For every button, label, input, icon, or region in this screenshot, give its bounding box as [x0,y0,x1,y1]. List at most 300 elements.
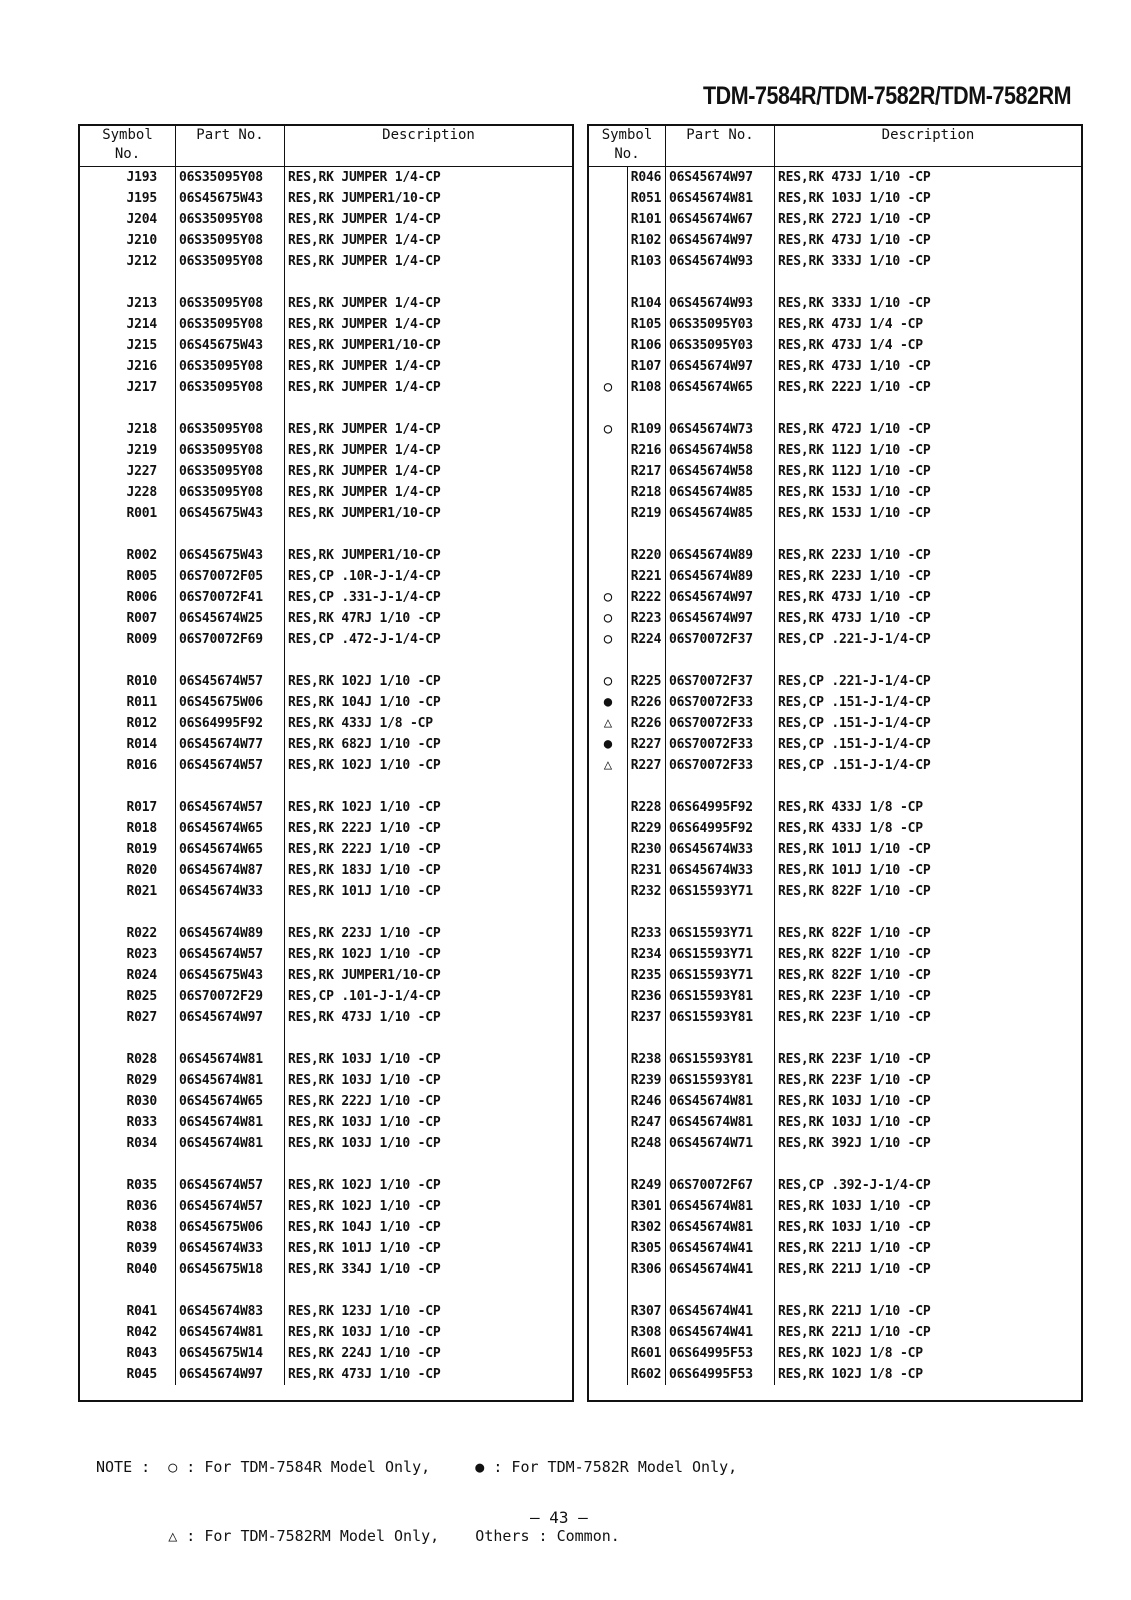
part-no: 06S45674W33 [176,1238,285,1259]
table-row [589,965,1081,986]
description: RES,RK 473J 1/10 -CP [288,1010,441,1025]
table-row [80,167,572,189]
description: RES,RK 102J 1/10 -CP [288,800,441,815]
model-mark [589,314,627,335]
part-no: 06S70072F37 [666,671,775,692]
symbol-no: R043 [80,1343,176,1364]
description: RES,RK 183J 1/10 -CP [288,863,441,878]
symbol-no: R033 [80,1112,176,1133]
part-no: 06S45674W85 [666,482,775,503]
part-no: 06S35095Y08 [176,461,285,482]
table-row [589,1343,1081,1364]
part-no: 06S45674W97 [666,356,775,377]
description: RES,RK JUMPER1/10-CP [288,548,441,563]
description: RES,RK 102J 1/10 -CP [288,947,441,962]
description: RES,CP .10R-J-1/4-CP [288,569,441,584]
part-no: 06S45675W43 [176,188,285,209]
model-mark [589,1091,627,1112]
description: RES,RK 101J 1/10 -CP [288,1241,441,1256]
description: RES,RK 102J 1/10 -CP [288,1178,441,1193]
model-mark [589,944,627,965]
part-no: 06S45674W65 [666,377,775,398]
symbol-no: R104 [627,293,665,314]
symbol-no: R017 [80,797,176,818]
table-row [589,230,1081,251]
part-no: 06S45674W33 [176,881,285,902]
description: RES,RK 102J 1/8 -CP [778,1367,923,1382]
row-group-spacer [80,524,572,545]
description: RES,RK 102J 1/10 -CP [288,1199,441,1214]
part-no: 06S70072F29 [176,986,285,1007]
model-mark: ○ [589,377,627,398]
part-no: 06S45674W77 [176,734,285,755]
table-row [80,419,572,440]
table-row [80,986,572,1007]
column-header-part-no: Part No. [666,126,775,167]
model-mark [589,1175,627,1196]
symbol-no: R227 [627,755,665,776]
part-no: 06S45674W81 [176,1049,285,1070]
table-row [589,629,1081,650]
part-no: 06S45674W97 [176,1007,285,1028]
table-row [589,587,1081,608]
part-no: 06S45674W97 [666,230,775,251]
symbol-no: R024 [80,965,176,986]
description: RES,RK 112J 1/10 -CP [778,464,931,479]
description: RES,RK 153J 1/10 -CP [778,485,931,500]
parts-table-left [78,124,574,1402]
symbol-no: J218 [80,419,176,440]
table-row [80,482,572,503]
symbol-no: R225 [627,671,665,692]
model-mark: △ [589,755,627,776]
symbol-no: R002 [80,545,176,566]
model-mark [589,1217,627,1238]
symbol-no: R030 [80,1091,176,1112]
symbol-no: R021 [80,881,176,902]
description: RES,RK 433J 1/8 -CP [778,800,923,815]
table-row [80,461,572,482]
table-row [80,1301,572,1322]
part-no: 06S70072F33 [666,734,775,755]
table-row [80,797,572,818]
part-no: 06S45675W43 [176,503,285,524]
table-row [80,1343,572,1364]
symbol-no: R010 [80,671,176,692]
symbol-no: R011 [80,692,176,713]
symbol-no: R041 [80,1301,176,1322]
symbol-no: R305 [627,1238,665,1259]
row-group-spacer [80,272,572,293]
model-mark [589,230,627,251]
row-group-spacer [589,1028,1081,1049]
model-mark [589,167,627,189]
model-mark [589,1070,627,1091]
part-no: 06S45674W81 [666,1217,775,1238]
table-row [80,503,572,524]
symbol-no: R102 [627,230,665,251]
table-row [80,545,572,566]
part-no: 06S45674W33 [666,839,775,860]
symbol-no: R234 [627,944,665,965]
description: RES,RK JUMPER 1/4-CP [288,317,441,332]
part-no: 06S64995F92 [666,797,775,818]
table-row [80,881,572,902]
symbol-no: R109 [627,419,665,440]
part-no: 06S35095Y08 [176,356,285,377]
symbol-no: R051 [627,188,665,209]
symbol-no: R014 [80,734,176,755]
row-group-spacer [589,1154,1081,1175]
part-no: 06S70072F33 [666,692,775,713]
description: RES,RK JUMPER 1/4-CP [288,380,441,395]
table-row [80,1175,572,1196]
part-no: 06S45675W06 [176,1217,285,1238]
description: RES,RK JUMPER 1/4-CP [288,170,441,185]
symbol-no: J204 [80,209,176,230]
description: RES,RK 101J 1/10 -CP [288,884,441,899]
symbol-no: R101 [627,209,665,230]
model-mark [589,923,627,944]
description: RES,RK 223J 1/10 -CP [778,548,931,563]
description: RES,RK 224J 1/10 -CP [288,1346,441,1361]
table-row [589,671,1081,692]
table-row [589,1133,1081,1154]
description: RES,RK 333J 1/10 -CP [778,296,931,311]
description: RES,CP .151-J-1/4-CP [778,737,931,752]
part-no: 06S45674W57 [176,944,285,965]
description: RES,RK 222J 1/10 -CP [288,842,441,857]
symbol-no: R023 [80,944,176,965]
symbol-no: R219 [627,503,665,524]
symbol-no: R228 [627,797,665,818]
description: RES,RK 221J 1/10 -CP [778,1241,931,1256]
symbol-no: J228 [80,482,176,503]
description: RES,RK 334J 1/10 -CP [288,1262,441,1277]
description: RES,RK 103J 1/10 -CP [778,1199,931,1214]
part-no: 06S45674W81 [666,188,775,209]
model-mark: ○ [589,671,627,692]
description: RES,RK 47RJ 1/10 -CP [288,611,441,626]
table-row [589,209,1081,230]
table-row [80,587,572,608]
symbol-no: R227 [627,734,665,755]
table-row [589,1238,1081,1259]
description: RES,RK 153J 1/10 -CP [778,506,931,521]
symbol-no: J213 [80,293,176,314]
description: RES,RK 222J 1/10 -CP [778,380,931,395]
model-mark: ● [589,734,627,755]
symbol-no: R009 [80,629,176,650]
model-mark [589,839,627,860]
description: RES,RK 473J 1/10 -CP [288,1367,441,1382]
symbol-no: J219 [80,440,176,461]
part-no: 06S45675W43 [176,965,285,986]
description: RES,RK 102J 1/8 -CP [778,1346,923,1361]
table-row [589,1217,1081,1238]
part-no: 06S45674W81 [176,1322,285,1343]
table-row [80,314,572,335]
table-row [589,503,1081,524]
description: RES,RK 473J 1/4 -CP [778,317,923,332]
description: RES,RK 433J 1/8 -CP [288,716,433,731]
description: RES,CP .151-J-1/4-CP [778,758,931,773]
model-mark [589,335,627,356]
parts-table-right [587,124,1083,1402]
part-no: 06S64995F92 [666,818,775,839]
table-row [589,734,1081,755]
model-mark [589,860,627,881]
model-mark [589,1112,627,1133]
description: RES,RK 223F 1/10 -CP [778,989,931,1004]
model-mark: △ [589,713,627,734]
symbol-no: R236 [627,986,665,1007]
model-mark [589,188,627,209]
model-mark: ○ [589,419,627,440]
description: RES,RK 473J 1/10 -CP [778,233,931,248]
part-no: 06S45674W87 [176,860,285,881]
table-row [589,860,1081,881]
description: RES,RK JUMPER1/10-CP [288,968,441,983]
part-no: 06S45674W83 [176,1301,285,1322]
part-no: 06S70072F37 [666,629,775,650]
table-row [589,713,1081,734]
part-no: 06S45674W85 [666,503,775,524]
part-no: 06S70072F41 [176,587,285,608]
symbol-no: R045 [80,1364,176,1385]
description: RES,RK JUMPER1/10-CP [288,506,441,521]
table-row [589,923,1081,944]
symbol-no: R007 [80,608,176,629]
part-no: 06S45674W93 [666,251,775,272]
part-no: 06S15593Y81 [666,986,775,1007]
part-no: 06S45674W81 [666,1112,775,1133]
description: RES,RK 333J 1/10 -CP [778,254,931,269]
table-row [589,1007,1081,1028]
part-no: 06S45674W89 [666,566,775,587]
description: RES,RK 112J 1/10 -CP [778,443,931,458]
symbol-no: R220 [627,545,665,566]
table-row [589,839,1081,860]
model-mark [589,1301,627,1322]
description: RES,RK 223F 1/10 -CP [778,1073,931,1088]
model-mark [589,293,627,314]
table-row [80,608,572,629]
symbol-no: R006 [80,587,176,608]
part-no: 06S45674W41 [666,1301,775,1322]
table-row [589,797,1081,818]
table-row [589,1091,1081,1112]
table-row [80,1091,572,1112]
table-row [589,482,1081,503]
model-mark [589,1238,627,1259]
description: RES,RK 103J 1/10 -CP [288,1115,441,1130]
model-mark [589,881,627,902]
table-row [80,755,572,776]
description: RES,RK 473J 1/4 -CP [778,338,923,353]
table-row [80,1133,572,1154]
table-row [589,1175,1081,1196]
symbol-no: J214 [80,314,176,335]
model-mark: ○ [589,587,627,608]
model-mark: ○ [589,629,627,650]
part-no: 06S35095Y08 [176,293,285,314]
model-mark [589,1364,627,1385]
model-mark [589,482,627,503]
table-row [589,1259,1081,1280]
row-group-spacer [589,272,1081,293]
part-no: 06S35095Y08 [176,419,285,440]
symbol-no: R018 [80,818,176,839]
table-row [589,1070,1081,1091]
part-no: 06S45674W57 [176,1196,285,1217]
model-mark [589,461,627,482]
table-row [589,461,1081,482]
part-no: 06S45674W89 [666,545,775,566]
symbol-no: R231 [627,860,665,881]
symbol-no: R042 [80,1322,176,1343]
note-line-2: △ : For TDM-7582RM Model Only, Others : Common. [96,1527,620,1545]
table-row [589,608,1081,629]
symbol-no: R308 [627,1322,665,1343]
symbol-no: R223 [627,608,665,629]
symbol-no: R226 [627,713,665,734]
table-row [589,314,1081,335]
model-mark [589,356,627,377]
description: RES,RK 473J 1/10 -CP [778,611,931,626]
table-row [589,377,1081,398]
column-header-part-no: Part No. [176,126,285,167]
symbol-no: R216 [627,440,665,461]
description: RES,RK 222J 1/10 -CP [288,1094,441,1109]
table-row [80,1217,572,1238]
description: RES,RK 104J 1/10 -CP [288,695,441,710]
part-no: 06S70072F05 [176,566,285,587]
part-no: 06S70072F33 [666,713,775,734]
row-group-spacer [589,1280,1081,1301]
symbol-no: R034 [80,1133,176,1154]
description: RES,RK 123J 1/10 -CP [288,1304,441,1319]
description: RES,RK 472J 1/10 -CP [778,422,931,437]
table-row [80,377,572,398]
row-group-spacer [80,398,572,419]
part-no: 06S45675W06 [176,692,285,713]
table-row [589,818,1081,839]
symbol-no: R237 [627,1007,665,1028]
part-no: 06S35095Y08 [176,167,285,189]
description: RES,CP .151-J-1/4-CP [778,716,931,731]
symbol-no: R027 [80,1007,176,1028]
row-group-spacer [80,1280,572,1301]
model-mark: ● [589,692,627,713]
description: RES,RK 473J 1/10 -CP [778,170,931,185]
table-row [589,335,1081,356]
symbol-no: R046 [627,167,665,189]
row-group-spacer [589,524,1081,545]
symbol-no: R226 [627,692,665,713]
symbol-no: R106 [627,335,665,356]
table-row [80,629,572,650]
part-no: 06S70072F69 [176,629,285,650]
part-no: 06S35095Y08 [176,314,285,335]
part-no: 06S45674W41 [666,1322,775,1343]
symbol-no: R217 [627,461,665,482]
part-no: 06S45675W43 [176,335,285,356]
table-row [80,944,572,965]
part-no: 06S35095Y08 [176,440,285,461]
description: RES,RK 221J 1/10 -CP [778,1304,931,1319]
description: RES,RK 103J 1/10 -CP [288,1325,441,1340]
description: RES,RK 682J 1/10 -CP [288,737,441,752]
description: RES,RK 433J 1/8 -CP [778,821,923,836]
part-no: 06S45674W71 [666,1133,775,1154]
part-no: 06S45675W18 [176,1259,285,1280]
table-row [80,692,572,713]
part-no: 06S45674W81 [666,1091,775,1112]
model-mark [589,503,627,524]
part-no: 06S45674W97 [666,587,775,608]
part-no: 06S45674W97 [176,1364,285,1385]
symbol-no: R229 [627,818,665,839]
table-row [80,1196,572,1217]
row-group-spacer [80,776,572,797]
part-no: 06S45674W89 [176,923,285,944]
part-no: 06S15593Y81 [666,1049,775,1070]
symbol-no: R221 [627,566,665,587]
table-row [80,440,572,461]
symbol-no: R001 [80,503,176,524]
table-row [80,671,572,692]
description: RES,RK JUMPER 1/4-CP [288,485,441,500]
page-number: — 43 — [530,1508,588,1527]
row-group-spacer [589,902,1081,923]
part-no: 06S45674W97 [666,608,775,629]
row-group-spacer [80,1028,572,1049]
description: RES,RK JUMPER 1/4-CP [288,422,441,437]
description: RES,RK 473J 1/10 -CP [778,590,931,605]
table-row [589,1364,1081,1385]
description: RES,RK 103J 1/10 -CP [778,1094,931,1109]
model-mark [589,965,627,986]
row-group-spacer [80,650,572,671]
model-mark [589,818,627,839]
part-no: 06S35095Y08 [176,251,285,272]
table-row [80,1007,572,1028]
table-row [589,293,1081,314]
part-no: 06S45674W57 [176,671,285,692]
symbol-no: R248 [627,1133,665,1154]
description: RES,RK 272J 1/10 -CP [778,212,931,227]
model-mark [589,251,627,272]
symbol-no: R103 [627,251,665,272]
symbol-no: J193 [80,167,176,189]
symbol-no: R224 [627,629,665,650]
part-no: 06S45674W41 [666,1238,775,1259]
symbol-no: R306 [627,1259,665,1280]
part-no: 06S45674W57 [176,797,285,818]
table-row [80,566,572,587]
symbol-no: R235 [627,965,665,986]
model-mark [589,209,627,230]
description: RES,RK 822F 1/10 -CP [778,968,931,983]
description: RES,RK 103J 1/10 -CP [288,1052,441,1067]
table-row [589,251,1081,272]
part-no: 06S45674W65 [176,818,285,839]
model-mark [589,1196,627,1217]
description: RES,RK JUMPER 1/4-CP [288,359,441,374]
part-no: 06S45674W81 [176,1070,285,1091]
part-no: 06S70072F67 [666,1175,775,1196]
